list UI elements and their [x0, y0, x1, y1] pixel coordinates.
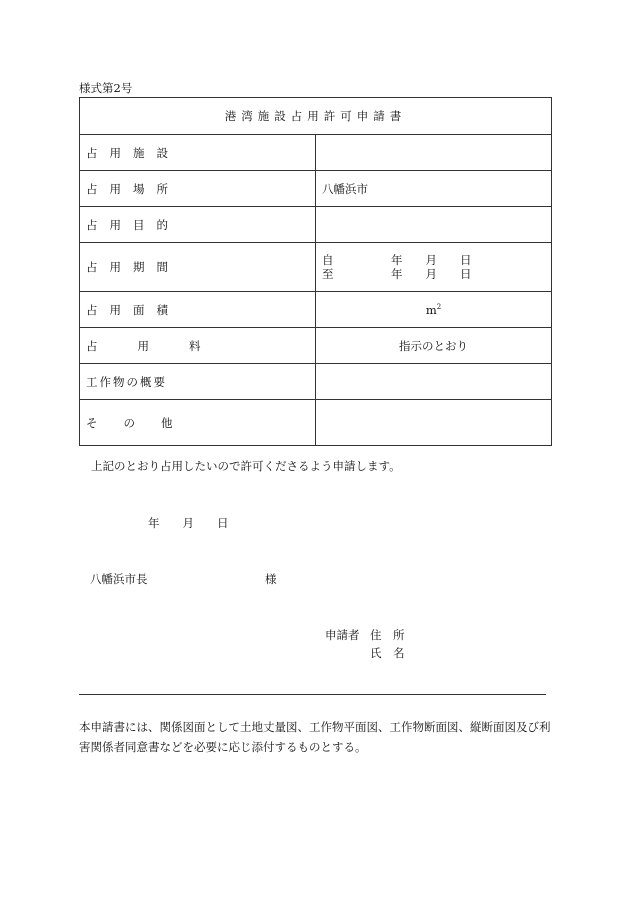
- label-area: 占用面積: [80, 292, 316, 328]
- period-from: 自 年 月 日: [322, 253, 472, 267]
- applicant-name-label: 氏 名: [370, 646, 405, 660]
- label-place: 占用場所: [80, 171, 316, 207]
- value-area[interactable]: [316, 292, 552, 328]
- attachment-note: 本申請書には、関係図面として土地丈量図、工作物平面図、工作物断面図、縦断面図及び利害関係者同意書などを必要に応じ添付するものとする。: [79, 720, 551, 754]
- label-period: 占用期間: [80, 243, 316, 292]
- table-row: [80, 135, 552, 171]
- table-row: [80, 292, 552, 328]
- label-structure: 工作物の概要: [80, 364, 316, 400]
- table-row: [80, 364, 552, 400]
- date-line: 年 月 日: [148, 516, 229, 530]
- addressee-honorific: 様: [265, 572, 277, 586]
- value-fee[interactable]: 指示のとおり: [316, 328, 552, 364]
- label-facility: 占用施設: [80, 135, 316, 171]
- applicant-address-label: 住 所: [370, 628, 405, 642]
- label-purpose: 占用目的: [80, 207, 316, 243]
- area-unit: m: [425, 302, 437, 317]
- label-fee: 占用料: [80, 328, 316, 364]
- applicant-label: 申請者: [325, 628, 360, 642]
- period-to: 至 年 月 日: [322, 267, 472, 281]
- form-title: 港湾施設占用許可申請書: [80, 98, 552, 135]
- value-purpose[interactable]: [316, 207, 552, 243]
- value-other[interactable]: [316, 400, 552, 446]
- area-unit-superscript: 2: [436, 302, 442, 311]
- value-period[interactable]: [316, 243, 552, 292]
- table-row: [80, 207, 552, 243]
- value-place[interactable]: 八幡浜市: [316, 171, 552, 207]
- table-row: [80, 400, 552, 446]
- table-row: [80, 328, 552, 364]
- table-title-row: [80, 98, 552, 135]
- value-facility[interactable]: [316, 135, 552, 171]
- request-text: 上記のとおり占用したいので許可くださるよう申請します。: [91, 459, 401, 473]
- divider: [79, 694, 546, 695]
- label-other: その他: [80, 400, 316, 446]
- application-table: [79, 97, 552, 446]
- table-row: [80, 171, 552, 207]
- addressee-name: 八幡浜市長: [90, 572, 148, 586]
- table-row: [80, 243, 552, 292]
- value-structure[interactable]: [316, 364, 552, 400]
- form-number: 様式第2号: [79, 81, 133, 95]
